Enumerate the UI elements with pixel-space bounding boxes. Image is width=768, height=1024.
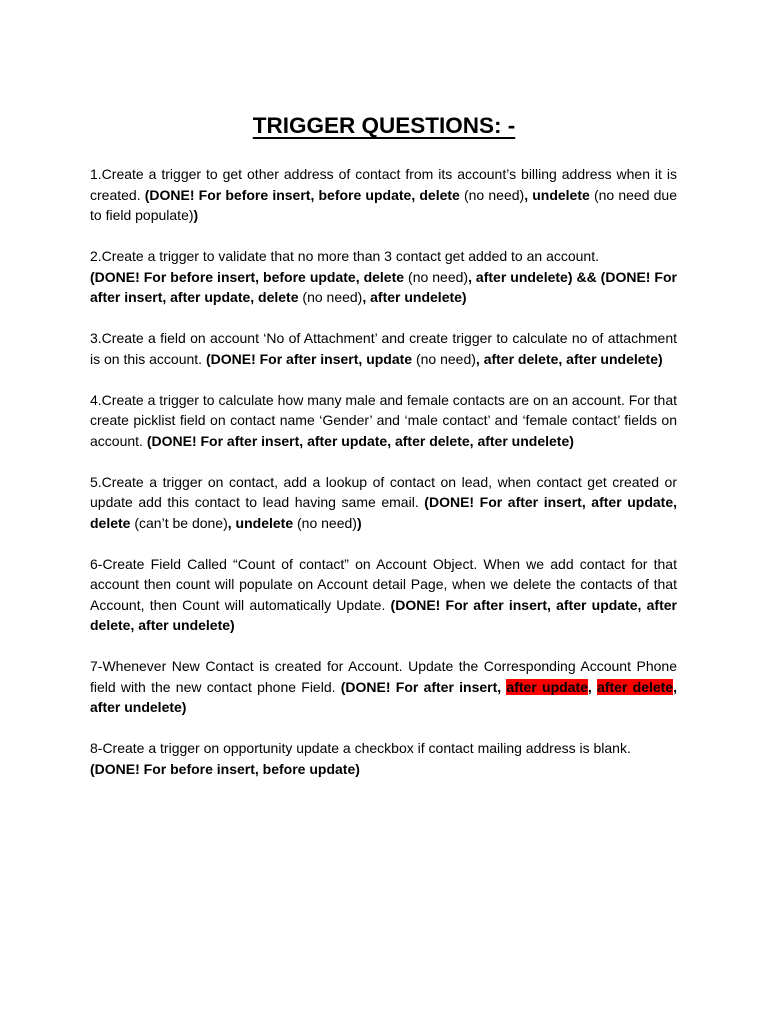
note-text: (no need) xyxy=(298,289,363,305)
question-text: 7-Whenever New Contact is created for Account. Update the Corresponding Account Phone field with the new contact phone Field. xyxy=(90,658,677,695)
question-7 xyxy=(90,656,677,718)
question-1 xyxy=(90,164,677,226)
question-5 xyxy=(90,472,677,534)
note-text: (no need due to field populate) xyxy=(90,186,677,223)
status-text: , after undelete) xyxy=(362,289,467,305)
question-text: 4.Create a trigger to calculate how many male and female contacts are on an account. For that create picklist field on contact name ‘Gender’ and ‘male contact’ and ‘female contact’ fields on account. xyxy=(90,391,677,449)
question-text: 8-Create a trigger on opportunity update a checkbox if contact mailing address is blank. xyxy=(90,740,631,756)
page-title: TRIGGER QUESTIONS: - xyxy=(252,113,516,138)
question-6 xyxy=(90,554,677,636)
question-text: 1.Create a trigger to get other address of contact from its account’s billing address when it is created. xyxy=(90,166,677,203)
question-text: 2.Create a trigger to validate that no more than 3 contact get added to an account. xyxy=(90,248,599,264)
note-text: (no need) xyxy=(404,268,469,285)
question-3 xyxy=(90,328,677,369)
status-text: , after delete, after undelete) xyxy=(475,350,663,367)
question-8 xyxy=(90,738,677,779)
status-text: (DONE! For after insert, after update, after delete, after undelete) xyxy=(90,596,677,633)
status-text: (DONE! For after insert, after update, after delete, after undelete) xyxy=(146,432,574,449)
question-text: 3.Create a field on account ‘No of Attachment’ and create trigger to calculate no of attachment is on this account. xyxy=(90,330,677,367)
status-text: , xyxy=(587,678,598,695)
question-text: 6-Create Field Called “Count of contact” on Account Object. When we add contact for that account then count will populate on Account detail Page, when we delete the contacts of that Account, then Count will automatically Update. xyxy=(90,555,677,613)
status-text: , undelete xyxy=(227,514,294,531)
status-text: (DONE! For before insert, before update, delete xyxy=(144,186,460,203)
note-text: (no need) xyxy=(412,350,476,367)
highlighted-status-text: after delete xyxy=(597,678,674,695)
question-4 xyxy=(90,390,677,452)
status-text: (DONE! For before insert, before update, delete xyxy=(90,268,405,285)
status-text: , undelete xyxy=(524,186,590,203)
status-text: (DONE! For after insert, after update, delete xyxy=(90,494,677,531)
status-text: (DONE! For before insert, before update) xyxy=(90,760,360,777)
questions-list xyxy=(90,164,677,800)
status-text: ) xyxy=(193,207,199,223)
question-2 xyxy=(90,246,677,308)
question-text: 5.Create a trigger on contact, add a lookup of contact on lead, when contact get created or update add this contact to lead having same email. xyxy=(90,473,677,510)
status-text: , after undelete) xyxy=(90,678,677,715)
highlighted-status-text: after update xyxy=(506,678,588,695)
status-text: ) xyxy=(356,514,362,531)
note-text: (no need) xyxy=(459,186,525,203)
note-text: (can’t be done) xyxy=(130,514,228,531)
status-text: (DONE! For after insert, xyxy=(340,678,507,695)
status-text: , after undelete) && (DONE! For after insert, after update, delete xyxy=(90,268,677,305)
status-text: (DONE! For after insert, update xyxy=(205,350,413,367)
note-text: (no need) xyxy=(293,514,357,531)
